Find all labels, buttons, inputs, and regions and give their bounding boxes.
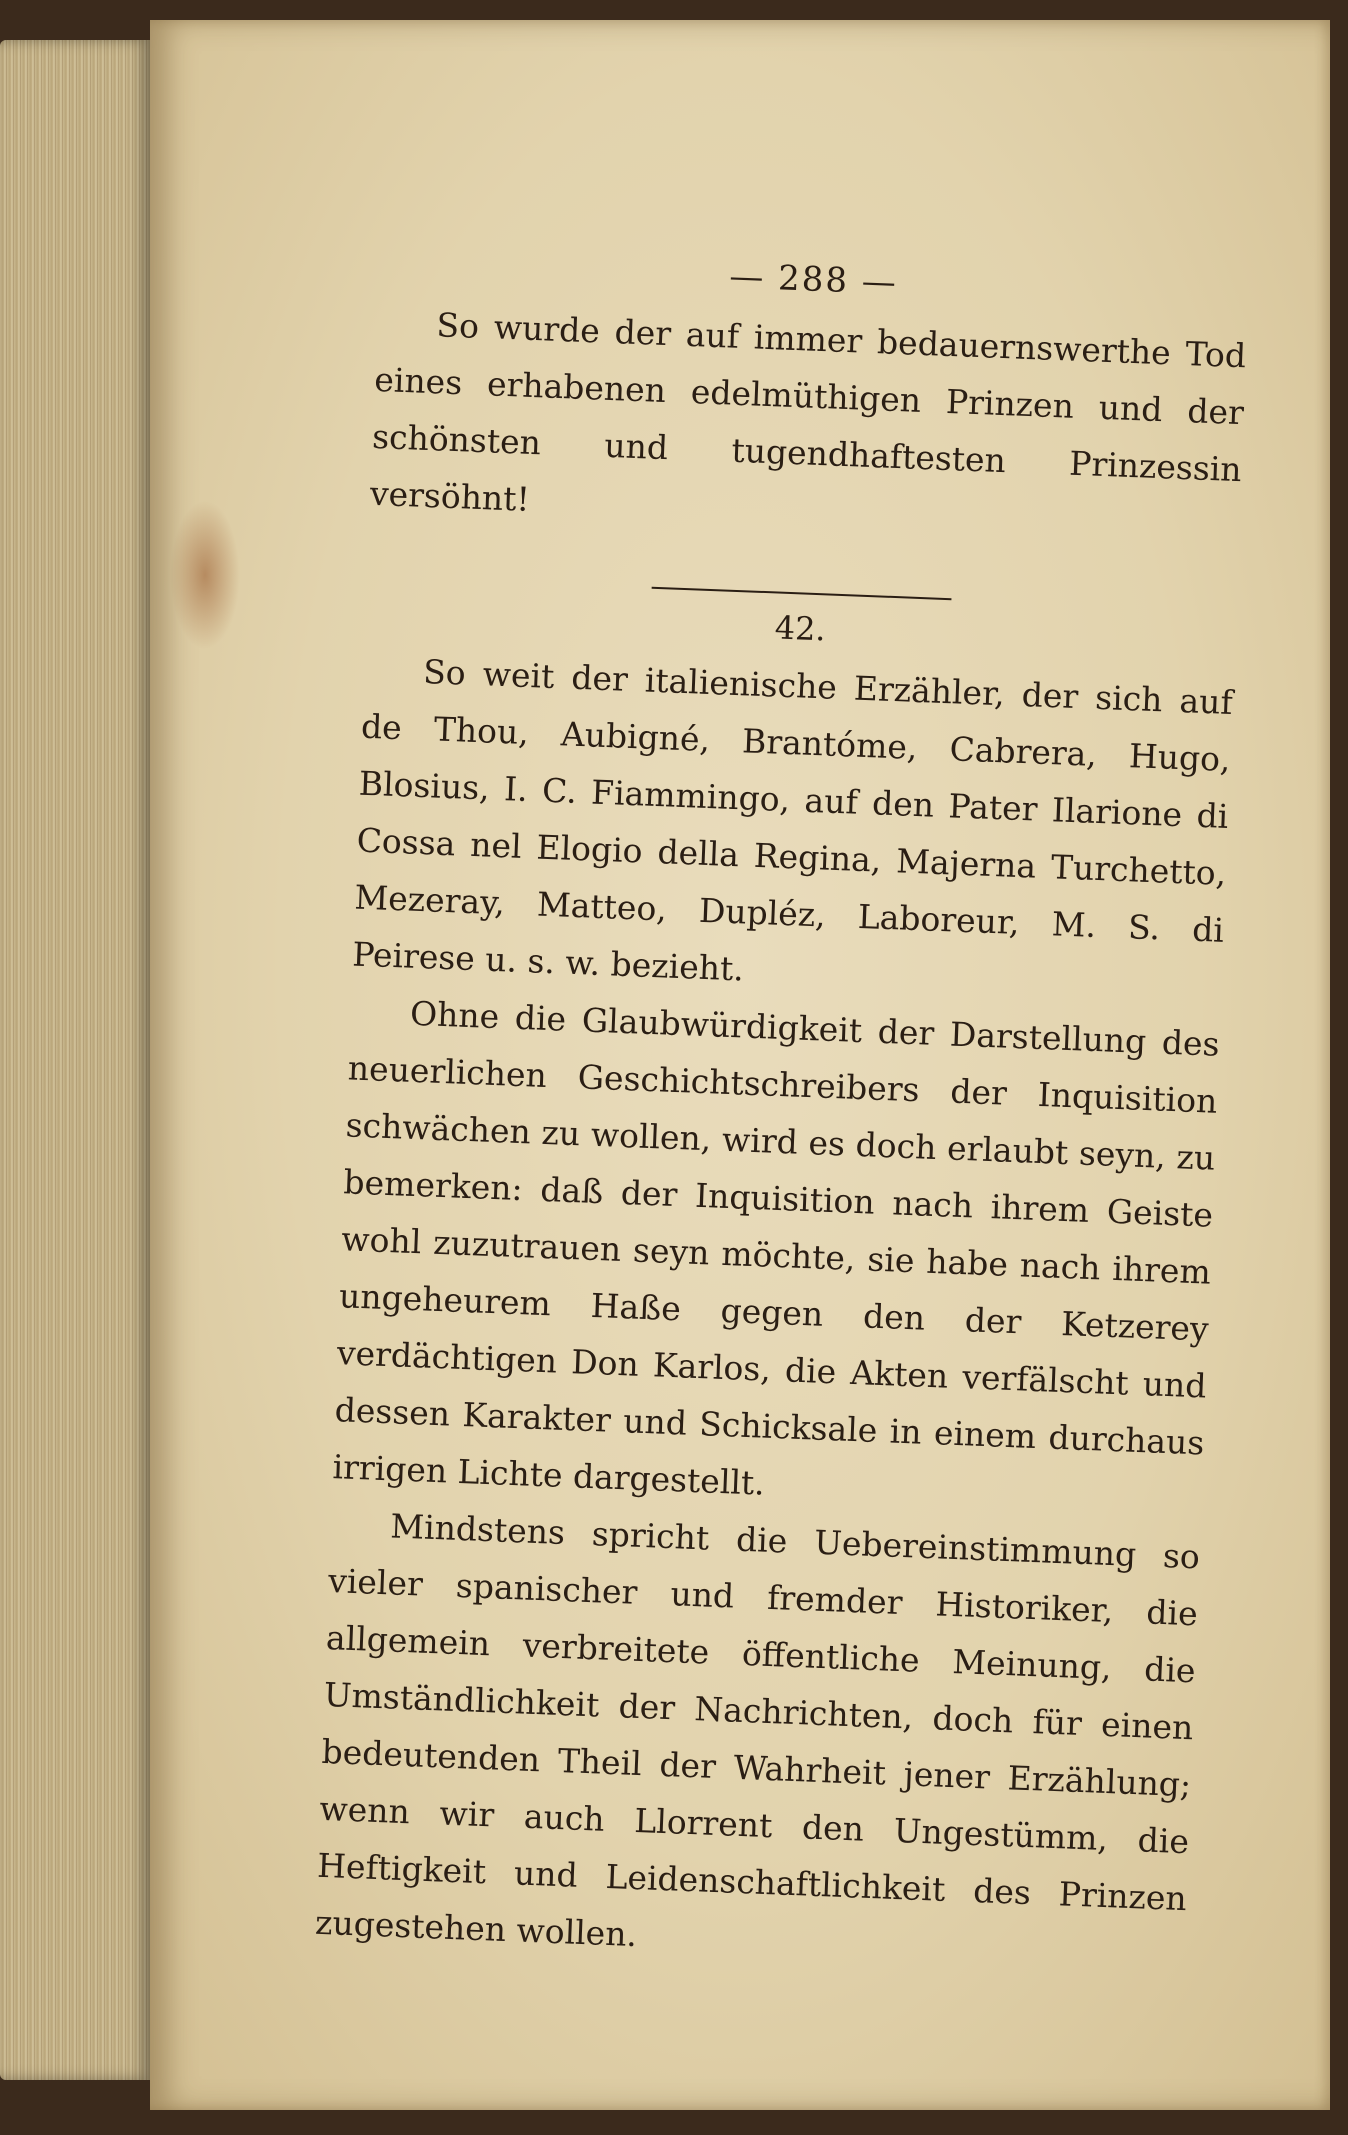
paragraph: Ohne die Glaubwürdigkeit der Darstellung des neuerlichen Geschichtschreibers der Inquisition schwächen zu wollen, wird es doch erlaubt seyn, zu bemerken: daß der Inquisition nach ihrem Geiste wohl zuzutrauen seyn möchte, sie habe nach ihrem ungeheurem Haße gegen den der Ketzerey verdächtigen Don Karlos, die Akten verfälscht und dessen Karakter und Schicksale in einem durchaus irrigen Lichte dargestellt. <box>331 993 1221 1503</box>
page-text-block <box>314 235 1249 1984</box>
book-page-edges <box>0 40 150 2080</box>
paragraph: So weit der italienische Erzähler, der sich auf de Thou, Aubigné, Brantóme, Cabrera, Hugo, Blosius, I. C. Fiammingo, auf den Pater Ilarione di Cossa nel Elogio della Regina, Majerna Turchetto, Mezeray, Matteo, Dupléz, Laboreur, M. S. di Peirese u. s. w. bezieht. <box>351 651 1234 989</box>
page-number: — 288 — <box>728 256 899 303</box>
paragraph: Mindstens spricht die Uebereinstimmung so vieler spanischer und fremder Historiker, die allgemein verbreitete öffentliche Meinung, die Umständlichkeit der Nachrichten, doch für einen bedeutenden Theil der Wahrheit jener Erzählung; wenn wir auch Llorrent den Ungestümm, die Heftigkeit und Leidenschaftlichkeit des Prinzen zugestehen wollen. <box>314 1506 1201 1955</box>
intro-paragraph: So wurde der auf immer bedauernswerthe Tod eines erhabenen edelmüthigen Prinzen und der schönsten und tugendhaftesten Prinzessin versöhnt! <box>369 305 1247 519</box>
paper-stain <box>170 500 240 650</box>
section-number: 42. <box>774 608 827 649</box>
